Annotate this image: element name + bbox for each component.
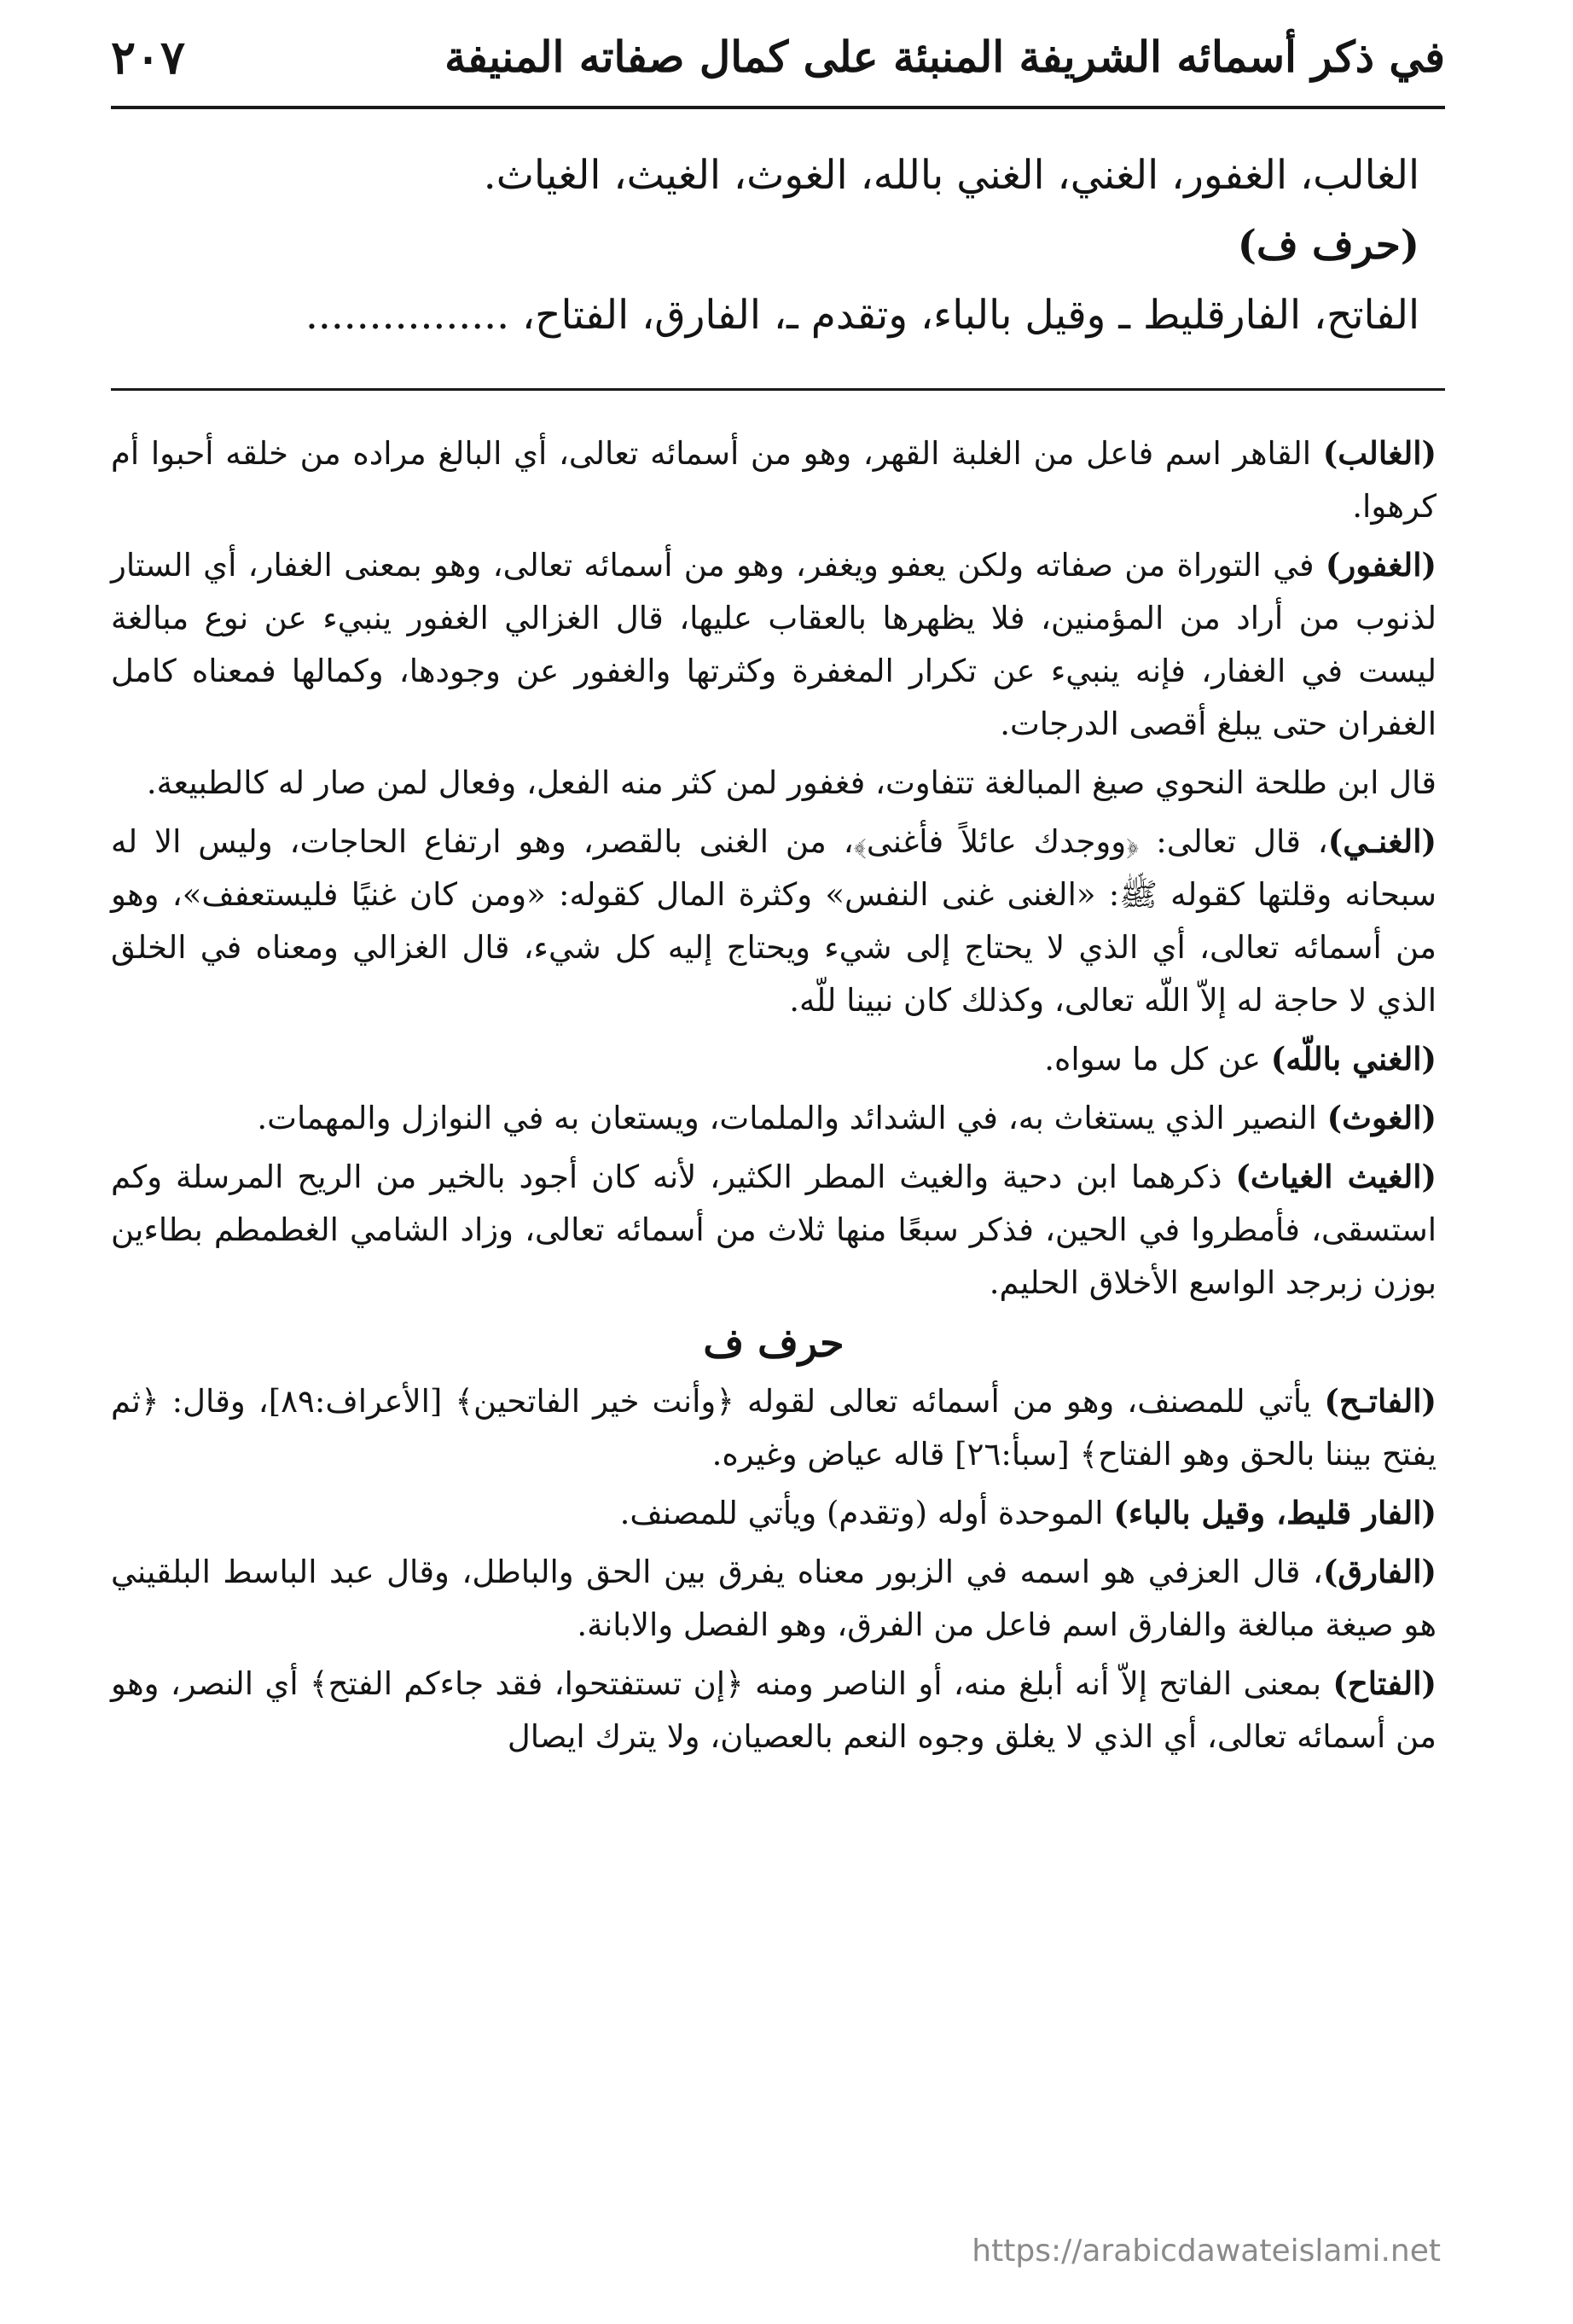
paragraph-term: (الفارق) bbox=[1322, 1553, 1437, 1590]
paragraph-text: قال ابن طلحة النحوي صيغ المبالغة تتفاوت، فغفور لمن كثر منه الفعل، وفعال لمن صار له كالطبيعة. bbox=[146, 764, 1437, 801]
paragraph bbox=[111, 1545, 1437, 1652]
summary-line-fa bbox=[111, 281, 1419, 351]
paragraph-term: (الغالب) bbox=[1322, 434, 1437, 472]
paragraph bbox=[111, 427, 1437, 533]
paragraph bbox=[111, 1150, 1437, 1310]
names-summary bbox=[111, 141, 1419, 351]
paragraph-text: في التوراة من صفاته ولكن يعفو ويغفر، وهو من أسمائه تعالى، وهو بمعنى الغفار، أي الستار لذنوب من أراد من المؤمنين، فلا يظهرها بالعقاب عليها، قال الغزالي الغفور ينبيء عن نوع مبالغة ليست في الغفار، فإنه ينبيء عن تكرار المغفرة وكثرتها والغفور عن وجودها، وكمالها فمعناه كامل الغفران حتى يبلغ أقصى الدرجات. bbox=[111, 547, 1437, 742]
paragraph bbox=[111, 1486, 1437, 1540]
body-text bbox=[111, 427, 1437, 1769]
paragraph bbox=[111, 538, 1437, 751]
paragraph-term: (الغني باللّه) bbox=[1270, 1040, 1437, 1078]
paragraph-text: ، قال تعالى: ﴿ووجدك عائلاً فأغنى﴾، من الغنى بالقصر، وهو ارتفاع الحاجات، وليس الا له سبحانه وقلتها كقوله ﷺ: «الغنى غنى النفس» وكثرة المال كقوله: «ومن كان غنيًا فليستعفف»، وهو من أسمائه تعالى، أي الذي لا يحتاج إلى شيء ويحتاج إليه كل شيء، قال الغزالي ومعناه في الخلق الذي لا حاجة له إلاّ اللّه تعالى، وكذلك كان نبينا للّه. bbox=[111, 823, 1437, 1019]
running-header bbox=[111, 19, 1445, 96]
paragraph-text: عن كل ما سواه. bbox=[1044, 1041, 1271, 1078]
paragraph-text: القاهر اسم فاعل من الغلبة القهر، وهو من أسمائه تعالى، أي البالغ مراده من خلقه أحبوا أم كرهوا. bbox=[111, 435, 1437, 525]
paragraph-term: (الفاتـح) bbox=[1324, 1382, 1437, 1420]
paragraph-term: (الفتاح) bbox=[1332, 1665, 1437, 1702]
section-heading: حرف ف bbox=[703, 1320, 845, 1366]
paragraph-term: (الغوث) bbox=[1326, 1099, 1437, 1136]
summary-line-fa-text: الفاتح، الفارقليط ـ وقيل بالباء، وتقدم ـ، الفارق، الفتاح، bbox=[521, 292, 1419, 339]
paragraph bbox=[111, 1091, 1437, 1145]
paragraph-text: يأتي للمصنف، وهو من أسمائه تعالى لقوله ﴿وأنت خير الفاتحين﴾ [الأعراف:٨٩]، وقال: ﴿ثم يفتح بيننا بالحق وهو الفتاح﴾ [سبأ:٢٦] قاله عياض وغيره. bbox=[111, 1383, 1437, 1473]
page-number: ٢٠٧ bbox=[111, 30, 186, 84]
summary-line-gh: الغالب، الغفور، الغني، الغني بالله، الغوث، الغيث، الغياث. bbox=[483, 152, 1419, 199]
paragraph-term: (الغيث الغياث) bbox=[1235, 1158, 1437, 1195]
paragraph-text: النصير الذي يستغاث به، في الشدائد والملمات، ويستعان به في النوازل والمهمات. bbox=[257, 1100, 1327, 1136]
summary-rule bbox=[111, 388, 1445, 391]
paragraph-term: (الفار قليط، وقيل بالباء) bbox=[1113, 1494, 1437, 1531]
paragraph bbox=[111, 1657, 1437, 1763]
header-rule bbox=[111, 106, 1445, 109]
paragraph bbox=[111, 1374, 1437, 1481]
summary-dots: ................ bbox=[305, 292, 510, 339]
paragraph-text: ذكرهما ابن دحية والغيث المطر الكثير، لأنه كان أجود بالخير من الريح المرسلة وكم استسقى، فأمطروا في الحين، فذكر سبعًا منها ثلاث من أسمائه تعالى، وزاد الشامي الغطمطم بطاءين بوزن زبرجد الواسع الأخلاق الحليم. bbox=[111, 1159, 1437, 1301]
paragraph-text: الموحدة أوله (وتقدم) ويأتي للمصنف. bbox=[619, 1495, 1114, 1531]
summary-heading: (حرف ف) bbox=[1237, 222, 1419, 269]
paragraph-text: ، قال العزفي هو اسمه في الزبور معناه يفرق بين الحق والباطل، وقال عبد الباسط البلقيني هو صيغة مبالغة والفارق اسم فاعل من الفرق، وهو الفصل والابانة. bbox=[111, 1554, 1437, 1643]
paragraph bbox=[111, 756, 1437, 810]
paragraph-term: (الغنـي) bbox=[1327, 822, 1437, 860]
paragraph bbox=[111, 815, 1437, 1027]
paragraph-term: (الغفور) bbox=[1325, 546, 1437, 584]
source-watermark: https://arabicdawateislami.net bbox=[972, 2234, 1441, 2269]
paragraph bbox=[111, 1032, 1437, 1086]
chapter-title: في ذكر أسمائه الشريفة المنبئة على كمال صفاته المنيفة bbox=[444, 32, 1445, 82]
paragraph-text: بمعنى الفاتح إلاّ أنه أبلغ منه، أو الناصر ومنه ﴿إن تستفتحوا، فقد جاءكم الفتح﴾ أي النصر، وهو من أسمائه تعالى، أي الذي لا يغلق وجوه النعم بالعصيان، ولا يترك ايصال bbox=[111, 1665, 1437, 1755]
